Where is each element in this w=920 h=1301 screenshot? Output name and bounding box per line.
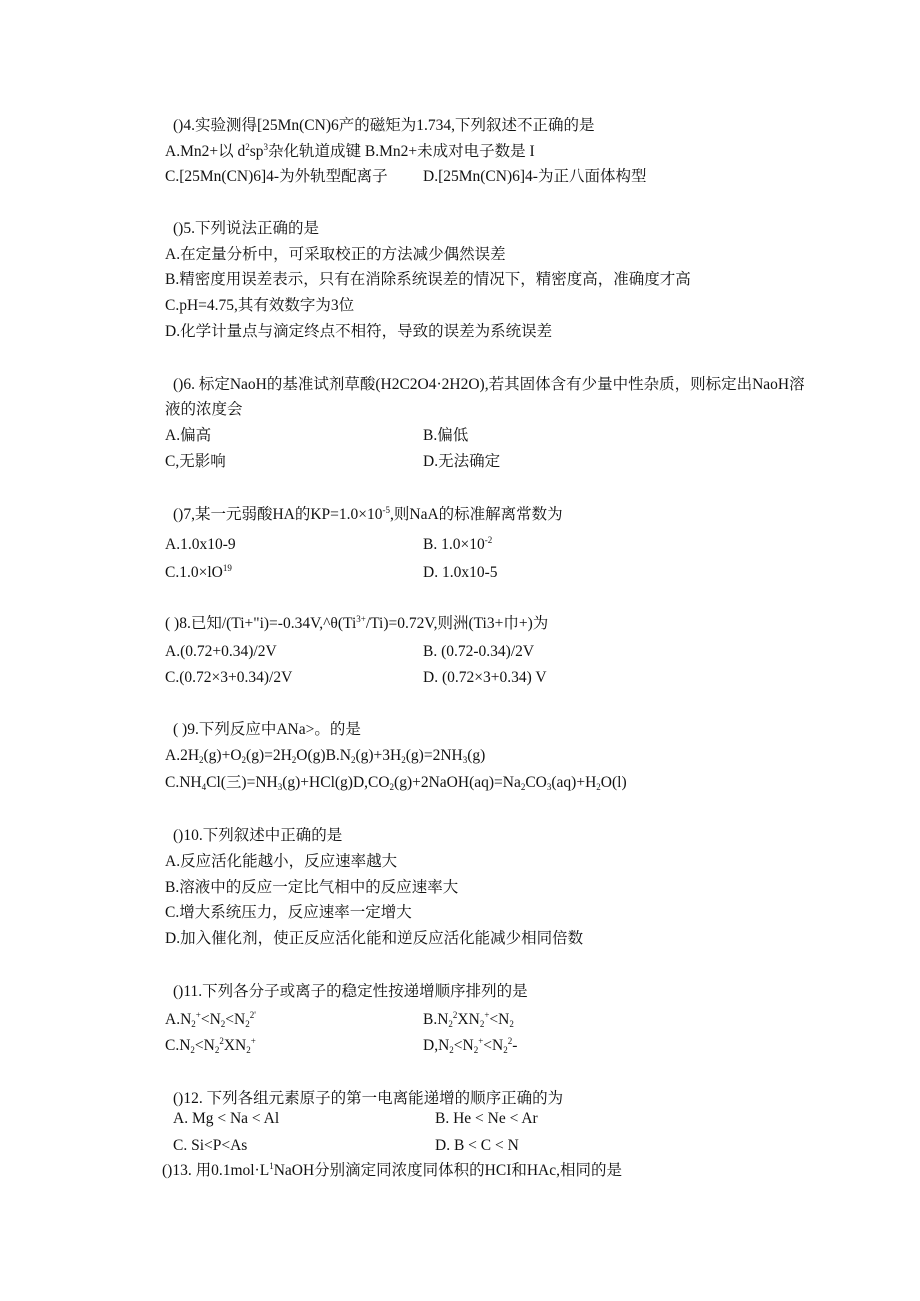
q11-option-d: $D,N_2<N_2^+<N_2^2-$ <box>423 1036 518 1055</box>
q7-option-a: A.1.0x10-9 <box>165 536 236 553</box>
q8-option-a: A.(0.72+0.34)/2V <box>165 643 277 660</box>
q10-stem: ()10.下列叙述中正确的是 <box>173 827 343 844</box>
q12-option-b: B. He < Ne < Ar <box>435 1110 538 1127</box>
q10-option-a: A.反应活化能越小，反应速率越大 <box>165 853 398 870</box>
q6-option-a: A.偏高 <box>165 427 212 444</box>
q10-option-b: B.溶液中的反应一定比气相中的反应速率大 <box>165 879 459 896</box>
q5-option-a: A.在定量分析中，可采取校正的方法减少偶然误差 <box>165 246 506 263</box>
q7-stem: ()7,某一元弱酸HA的$KP=1.0\times 10^{-5}$,则NaA的标准解离常数为 <box>173 505 563 523</box>
q9-options-cd: $C.NH_4Cl$(三)$=NH_3(g)+HCl(g)D,CO_2(g)+2NaOH(aq)=Na_2CO_3(aq)+H_2O(l)$ <box>165 774 627 792</box>
q8-stem: ( )8.已知$/(Ti+"i)=-0.34V,\^{}\theta(Ti^{3+}/Ti)=0.72V$,则洲(Ti3+巾+)为 <box>165 614 549 632</box>
q6-option-c: C,无影响 <box>165 453 226 470</box>
q11-option-b: $B.N_2^2XN_2^+<N_2$ <box>423 1010 514 1029</box>
q11-option-a: $A.N_2^+<N_2<N_2^{2'}$ <box>165 1010 256 1029</box>
q9-options-ab: $A.2H_2(g)+O_2(g)=2H_2O(g)B.N_2(g)+3H_2(g)=2NH_3(g)$ <box>165 747 486 765</box>
q7-option-b: B. $1.0\times 10^{-2}$ <box>423 535 493 553</box>
q4-stem: ()4.实验测得[25Mn(CN)6产的磁矩为1.734,下列叙述不正确的是 <box>173 117 595 134</box>
q12-option-a: A. Mg < Na < Al <box>173 1110 280 1127</box>
q11-option-c: $C.N_2<N_2^2XN_2^+$ <box>165 1036 256 1055</box>
q12-option-d: D. B < C < N <box>435 1137 519 1154</box>
q10-option-c: C.增大系统压力，反应速率一定增大 <box>165 904 412 921</box>
q5-option-b: B.精密度用误差表示，只有在消除系统误差的情况下，精密度高，准确度才高 <box>165 271 691 288</box>
q13-stem: ()13. 用$0.1mol\cdot L^1NaOH$分别滴定同浓度同体积的HCI和HAc,相同的是 <box>162 1161 623 1179</box>
q7-option-c: $C.1.0\times lO^{19}$ <box>165 563 232 581</box>
q10-option-d: D.加入催化剂，使正反应活化能和逆反应活化能减少相同倍数 <box>165 930 584 947</box>
q9-stem: ( )9.下列反应中ANa>。的是 <box>173 721 361 738</box>
q4-option-c: C.[25Mn(CN)6]4-为外轨型配离子 <box>165 168 388 185</box>
q5-option-c: C.pH=4.75,其有效数字为3位 <box>165 297 355 314</box>
q5-option-d: D.化学计量点与滴定终点不相符，导致的误差为系统误差 <box>165 323 553 340</box>
q6-option-d: D.无法确定 <box>423 453 501 470</box>
q5-stem: ()5.下列说法正确的是 <box>173 220 319 237</box>
q6-option-b: B.偏低 <box>423 427 469 444</box>
q4-option-d: D.[25Mn(CN)6]4-为正八面体构型 <box>423 168 647 185</box>
q6-stem-line1: ()6. 标定NaoH的基准试剂草酸(H2C2O4·2H2O),若其固体含有少量中性杂质，则标定出NaoH溶 <box>173 376 805 393</box>
q7-option-d: D. 1.0x10-5 <box>423 564 498 581</box>
q12-option-c: C. Si<P<As <box>173 1137 248 1154</box>
q8-option-d: D. (0.72×3+0.34) V <box>423 669 547 686</box>
q12-stem: ()12. 下列各组元素原子的第一电离能递增的顺序正确的为 <box>173 1090 564 1107</box>
q6-stem-line2: 液的浓度会 <box>165 401 243 418</box>
q8-option-b: B. (0.72-0.34)/2V <box>423 643 535 660</box>
q8-option-c: C.(0.72×3+0.34)/2V <box>165 669 293 686</box>
q11-stem: ()11.下列各分子或离子的稳定性按递增顺序排列的是 <box>173 983 528 1000</box>
q4-options-ab: A.Mn2+以 $d^2sp^3$杂化轨道成键 B.Mn2+未成对电子数是 I <box>165 142 535 160</box>
